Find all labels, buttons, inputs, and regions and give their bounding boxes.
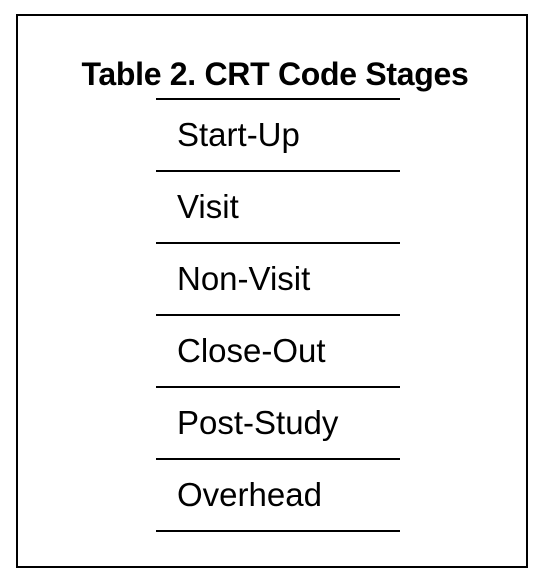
table-title: Table 2. CRT Code Stages	[81, 56, 469, 92]
table-row	[156, 244, 400, 316]
table-row	[156, 100, 400, 172]
stage-label: Start-Up	[177, 116, 300, 153]
table-row	[156, 172, 400, 244]
stage-label: Visit	[177, 188, 239, 225]
stages-table	[156, 98, 400, 532]
stage-label: Post-Study	[177, 404, 339, 441]
table-row	[156, 316, 400, 388]
table-row	[156, 460, 400, 532]
stage-label: Close-Out	[177, 332, 326, 369]
stage-label: Overhead	[177, 476, 322, 513]
stage-label: Non-Visit	[177, 260, 311, 297]
table-row	[156, 388, 400, 460]
